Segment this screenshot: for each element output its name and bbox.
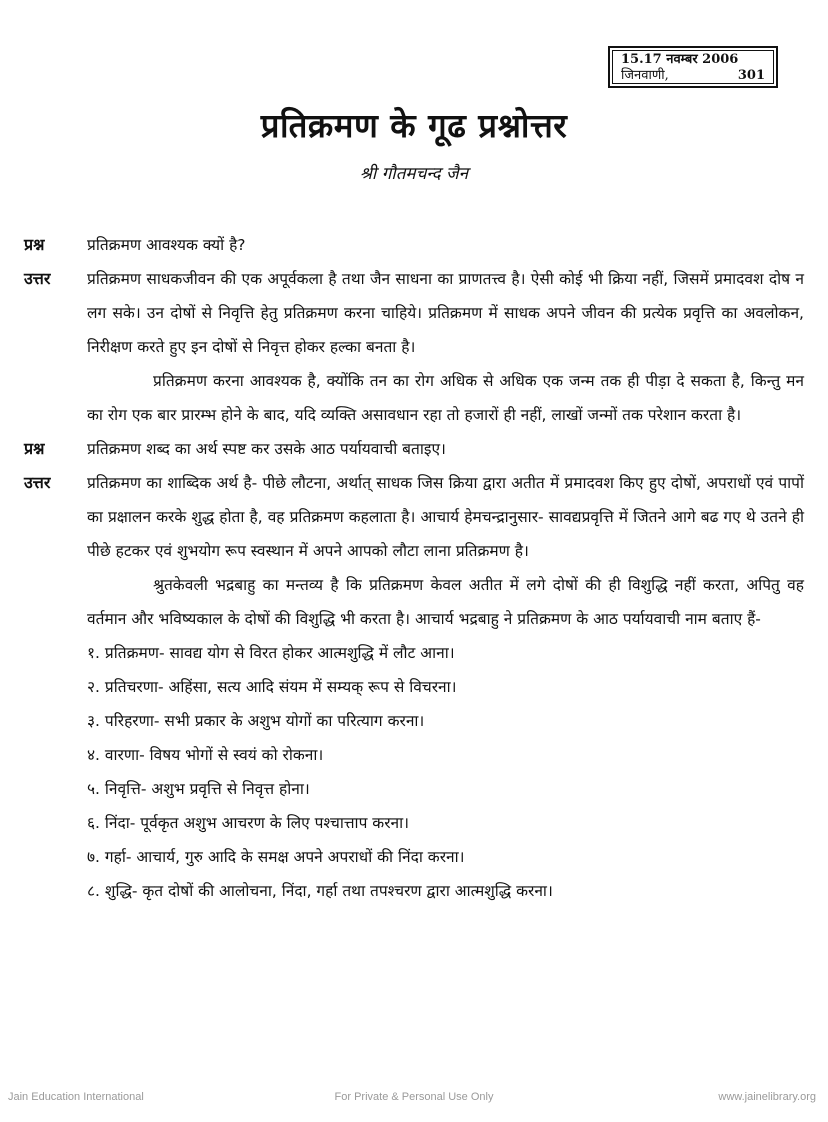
article-body (24, 228, 804, 908)
answer-paragraph: श्रुतकेवली भद्रबाहु का मन्तव्य है कि प्रतिक्रमण केवल अतीत में लगे दोषों की ही विशुद्धि नहीं करता, अपितु वह वर्तमान और भविष्यकाल के दोषों की विशुद्धि भी करता है। आचार्य भद्रबाहु ने प्रतिक्रमण के आठ पर्यायवाची नाम बताए हैं- (87, 576, 804, 628)
answer-paragraph: प्रतिक्रमण का शाब्दिक अर्थ है- पीछे लौटना, अर्थात् साधक जिस क्रिया द्वारा अतीत में प्रमादवश किए हुए दोषों, अपराधों एवं पापों का प्रक्षालन करके शुद्ध होता है, वह प्रतिक्रमण कहलाता है। आचार्य हेमचन्द्रानुसार- सावद्यप्रवृत्ति में जितने आगे बढ गए थे उतने ही पीछे हटकर एवं शुभयोग रूप स्वस्थान में अपने आपको लौटा लाना प्रतिक्रमण है। (87, 474, 804, 560)
answer-text (87, 262, 804, 432)
page-number: 301 (737, 68, 765, 83)
question-1 (24, 228, 804, 262)
answer-label: उत्तर (24, 269, 51, 288)
list-item: १. प्रतिक्रमण- सावद्य योग से विरत होकर आत्मशुद्धि में लौट आना। (87, 644, 455, 662)
list-item: २. प्रतिचरणा- अहिंसा, सत्य आदि संयम में सम्यक् रूप से विचरना। (87, 678, 457, 696)
question-label: प्रश्न (24, 439, 45, 458)
question-2 (24, 432, 804, 466)
answer-text (87, 466, 804, 908)
question-label: प्रश्न (24, 235, 45, 254)
answer-paragraph: प्रतिक्रमण करना आवश्यक है, क्योंकि तन का रोग अधिक से अधिक एक जन्म तक ही पीड़ा दे सकता है, किन्तु मन का रोग एक बार प्रारम्भ होने के बाद, यदि व्यक्ति असावधान रहा तो हजारों ही नहीं, लाखों जन्मों तक परेशान करता है। (87, 372, 804, 424)
list-item: ८. शुद्धि- कृत दोषों की आलोचना, निंदा, गर्हा तथा तपश्चरण द्वारा आत्मशुद्धि करना। (87, 882, 553, 900)
issue-date: 15.17 नवम्बर 2006 (621, 52, 739, 67)
list-item: ५. निवृत्ति- अशुभ प्रवृत्ति से निवृत्त होना। (87, 780, 310, 798)
synonym-list (87, 636, 804, 908)
answer-2 (24, 466, 804, 908)
list-item: ६. निंदा- पूर्वकृत अशुभ आचरण के लिए पश्चात्ताप करना। (87, 814, 410, 832)
answer-label: उत्तर (24, 473, 51, 492)
list-item: ४. वारणा- विषय भोगों से स्वयं को रोकना। (87, 746, 324, 764)
footer-usage-notice: For Private & Personal Use Only (334, 1091, 494, 1103)
list-item: ३. परिहरणा- सभी प्रकार के अशुभ योगों का परित्याग करना। (87, 712, 425, 730)
publication-name: जिनवाणी, (621, 68, 669, 83)
page-reference-inner (612, 50, 774, 84)
footer-organization: Jain Education International (8, 1091, 144, 1103)
answer-paragraph: प्रतिक्रमण साधकजीवन की एक अपूर्वकला है तथा जैन साधना का प्राणतत्त्व है। ऐसी कोई भी क्रिया नहीं, जिसमें प्रमादवश दोष न लग सके। उन दोषों से निवृत्ति हेतु प्रतिक्रमण करना चाहिये। प्रतिक्रमण में साधक अपने जीवन की प्रत्येक प्रवृत्ति का अवलोकन, निरीक्षण करते हुए इन दोषों से निवृत्त होकर हल्का बनता है। (87, 270, 804, 356)
page-reference-date-row (621, 52, 765, 68)
page-reference-box (608, 46, 778, 88)
answer-1 (24, 262, 804, 432)
list-item: ७. गर्हा- आचार्य, गुरु आदि के समक्ष अपने अपराधों की निंदा करना। (87, 848, 465, 866)
article-author: श्री गौतमचन्द जैन (359, 164, 469, 184)
question-text: प्रतिक्रमण शब्द का अर्थ स्पष्ट कर उसके आठ पर्यायवाची बताइए। (87, 440, 446, 458)
question-text: प्रतिक्रमण आवश्यक क्यों है? (87, 236, 246, 254)
article-title: प्रतिक्रमण के गूढ प्रश्नोत्तर (260, 106, 568, 145)
footer-website-link[interactable]: www.jainelibrary.org (718, 1091, 816, 1103)
page-reference-issue-row (621, 68, 765, 84)
